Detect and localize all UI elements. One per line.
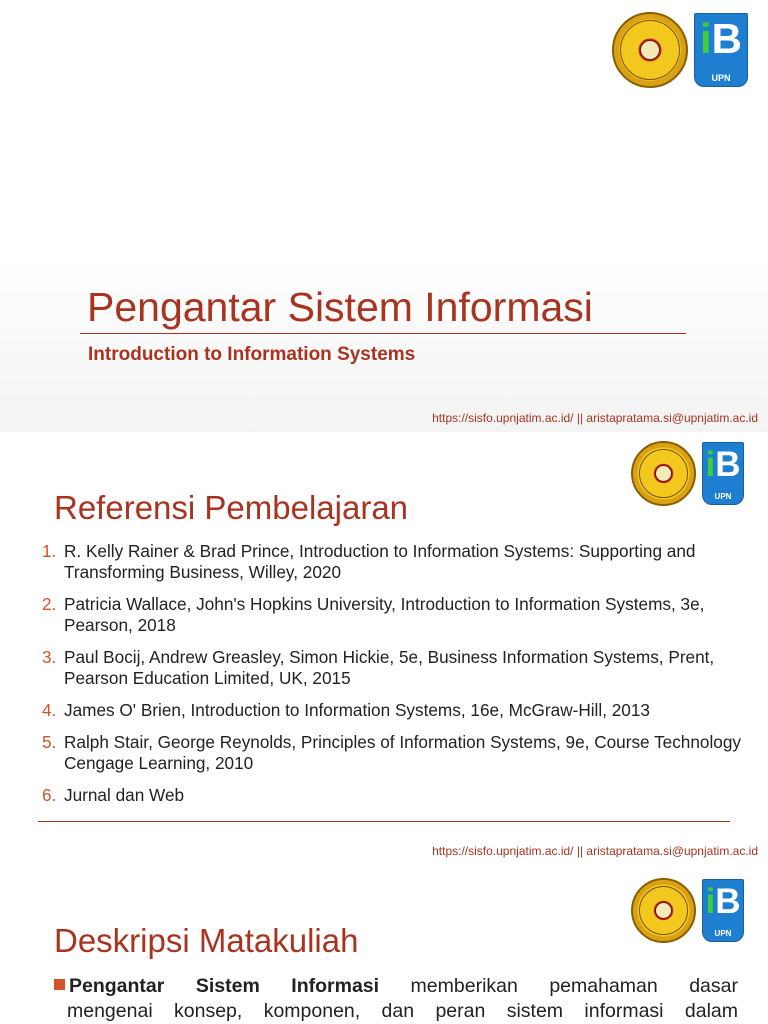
list-number: 2. — [42, 594, 57, 614]
shield-letters: i — [705, 882, 716, 921]
shield-letter-b: B — [715, 445, 741, 484]
slide-title — [0, 0, 768, 432]
divider — [38, 821, 730, 822]
reference-text: Ralph Stair, George Reynolds, Principles of Information Systems, 9e, Course Technology Cengage Learning, 2010 — [64, 732, 742, 773]
list-number: 6. — [42, 785, 57, 805]
reference-text: Jurnal dan Web — [64, 785, 185, 805]
slide-description — [0, 866, 768, 1024]
shield-upn-text: UPN — [714, 929, 732, 938]
ib-upn-shield-icon — [702, 879, 744, 942]
list-number: 3. — [42, 647, 57, 667]
university-seal-icon — [631, 441, 696, 506]
course-name: Pengantar Sistem Informasi — [69, 975, 380, 997]
list-item — [42, 732, 742, 774]
shield-letter-b: B — [711, 15, 743, 62]
reference-text: Patricia Wallace, John's Hopkins University, Introduction to Information Systems, 3e, Pearson, 2018 — [64, 594, 705, 635]
list-item — [42, 594, 742, 636]
shield-upn-text: UPN — [711, 73, 731, 83]
reference-text: R. Kelly Rainer & Brad Prince, Introduction to Information Systems: Supporting and Transforming Business, Willey, 2020 — [64, 541, 696, 582]
slide-subtitle: Introduction to Information Systems — [88, 344, 416, 365]
logo-group — [631, 878, 744, 943]
shield-upn-text: UPN — [714, 492, 732, 501]
shield-letters: i — [705, 445, 716, 484]
ib-upn-shield-icon — [702, 442, 744, 505]
description-text: memberikan pemahaman dasar — [410, 975, 738, 997]
list-number: 5. — [42, 732, 57, 752]
footer-link[interactable]: https://sisfo.upnjatim.ac.id/ || aristapratama.si@upnjatim.ac.id — [432, 844, 758, 858]
bullet-icon — [54, 979, 65, 990]
description-line: mengenai konsep, komponen, dan peran sistem informasi dalam — [67, 1000, 738, 1022]
list-item — [42, 647, 742, 689]
footer-link[interactable]: https://sisfo.upnjatim.ac.id/ || aristapratama.si@upnjatim.ac.id — [432, 411, 758, 425]
list-number: 4. — [42, 700, 57, 720]
logo-group — [631, 441, 744, 506]
description-paragraph — [54, 974, 738, 1024]
university-seal-icon — [631, 878, 696, 943]
description-heading: Deskripsi Matakuliah — [54, 922, 359, 959]
slide-references — [0, 433, 768, 865]
shield-letters: i — [699, 15, 712, 62]
list-item — [42, 700, 742, 721]
list-item — [42, 541, 742, 583]
university-seal-icon — [612, 12, 688, 88]
reference-text: James O' Brien, Introduction to Information Systems, 16e, McGraw-Hill, 2013 — [64, 700, 650, 720]
ib-upn-shield-icon — [694, 13, 748, 87]
list-number: 1. — [42, 541, 57, 561]
reference-list — [42, 541, 742, 817]
references-heading: Referensi Pembelajaran — [54, 489, 409, 526]
reference-text: Paul Bocij, Andrew Greasley, Simon Hickie, 5e, Business Information Systems, Prent, Pearson Education Limited, UK, 2015 — [64, 647, 715, 688]
logo-group — [612, 12, 748, 88]
list-item — [42, 785, 742, 806]
slide-title-text: Pengantar Sistem Informasi — [87, 284, 593, 330]
shield-letter-b: B — [715, 882, 741, 921]
title-underline — [80, 333, 686, 334]
